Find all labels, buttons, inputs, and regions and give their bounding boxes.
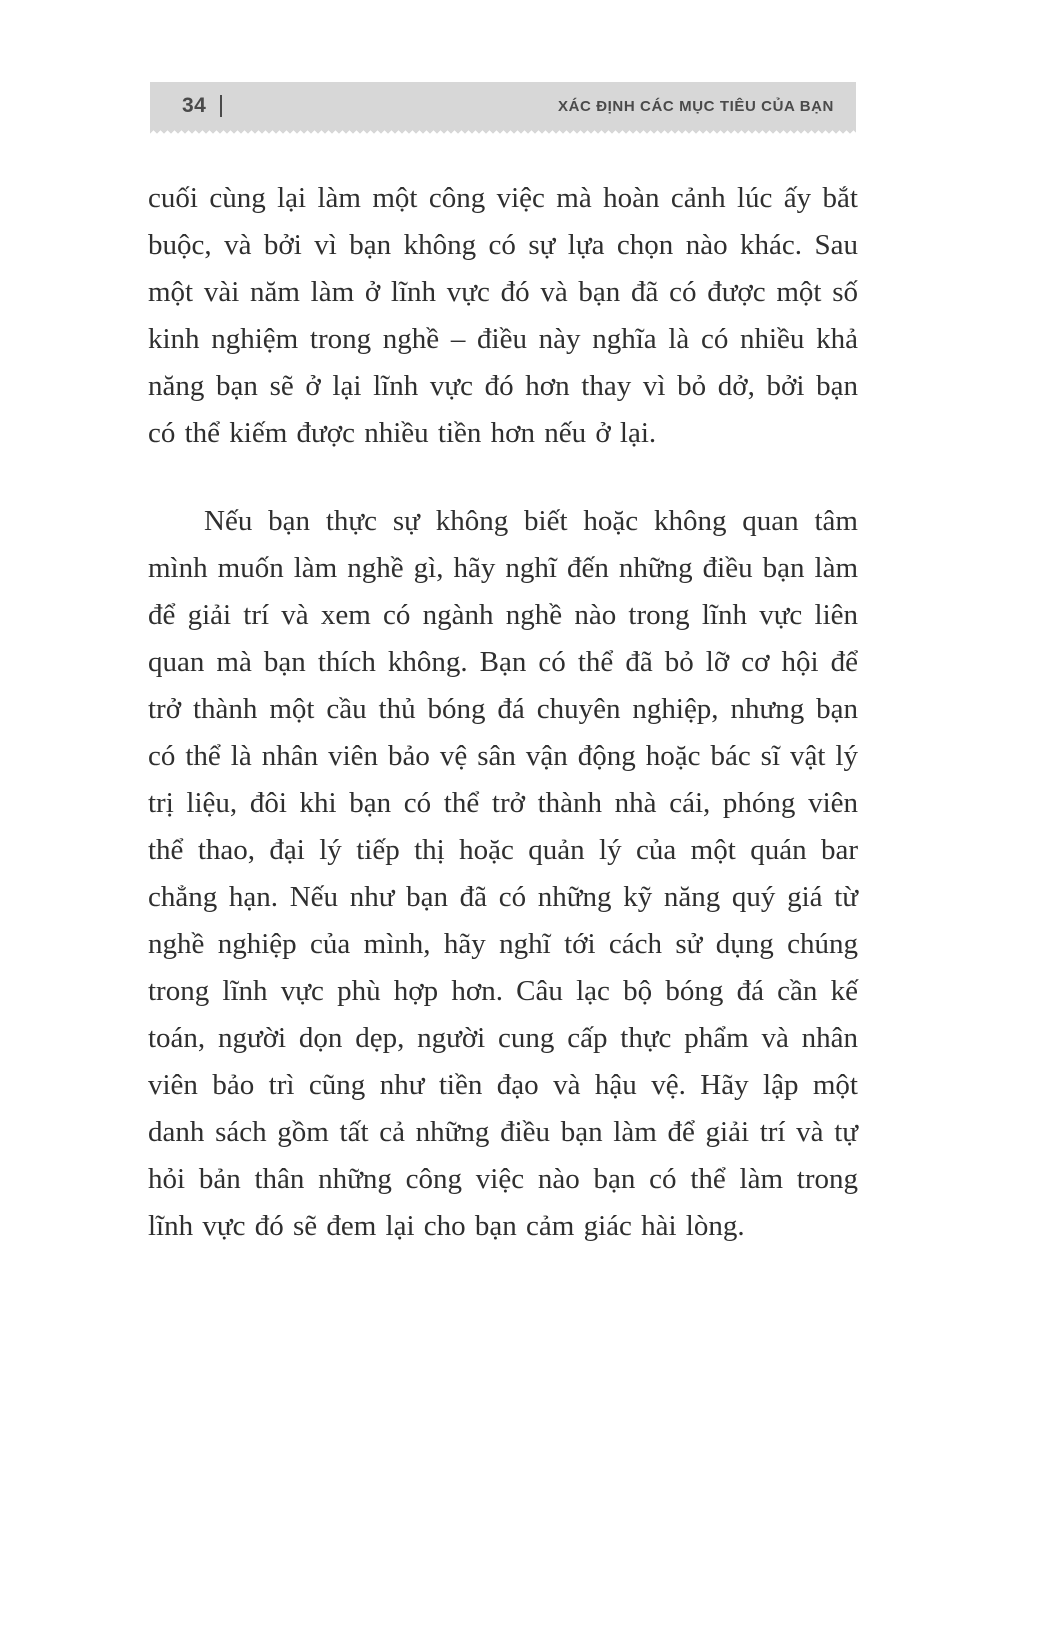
running-header — [150, 82, 856, 130]
chapter-title: XÁC ĐỊNH CÁC MỤC TIÊU CỦA BẠN — [557, 97, 834, 115]
page-number: 34 — [182, 94, 207, 117]
header-left — [182, 94, 222, 118]
body-text — [148, 175, 858, 1250]
paragraph-1: cuối cùng lại làm một công việc mà hoàn cảnh lúc ấy bắt buộc, và bởi vì bạn không có sự lựa chọn nào khác. Sau một vài năm làm ở lĩnh vực đó và bạn đã có được một số kinh nghiệm trong nghề – điều này nghĩa là có nhiều khả năng bạn sẽ ở lại lĩnh vực đó hơn thay vì bỏ dở, bởi bạn có thể kiếm được nhiều tiền hơn nếu ở lại. — [148, 182, 858, 449]
paragraph-2: Nếu bạn thực sự không biết hoặc không quan tâm mình muốn làm nghề gì, hãy nghĩ đến những điều bạn làm để giải trí và xem có ngành nghề nào trong lĩnh vực liên quan mà bạn thích không. Bạn có thể đã bỏ lỡ cơ hội để trở thành một cầu thủ bóng đá chuyên nghiệp, nhưng bạn có thể là nhân viên bảo vệ sân vận động hoặc bác sĩ vật lý trị liệu, đôi khi bạn có thể trở thành nhà cái, phóng viên thể thao, đại lý tiếp thị hoặc quản lý của một quán bar chẳng hạn. Nếu như bạn đã có những kỹ năng quý giá từ nghề nghiệp của mình, hãy nghĩ tới cách sử dụng chúng trong lĩnh vực phù hợp hơn. Câu lạc bộ bóng đá cần kế toán, người dọn dẹp, người cung cấp thực phẩm và nhân viên bảo trì cũng như tiền đạo và hậu vệ. Hãy lập một danh sách gồm tất cả những điều bạn làm để giải trí và tự hỏi bản thân những công việc nào bạn có thể làm trong lĩnh vực đó sẽ đem lại cho bạn cảm giác hài lòng. — [148, 505, 858, 1242]
header-divider — [220, 95, 222, 117]
